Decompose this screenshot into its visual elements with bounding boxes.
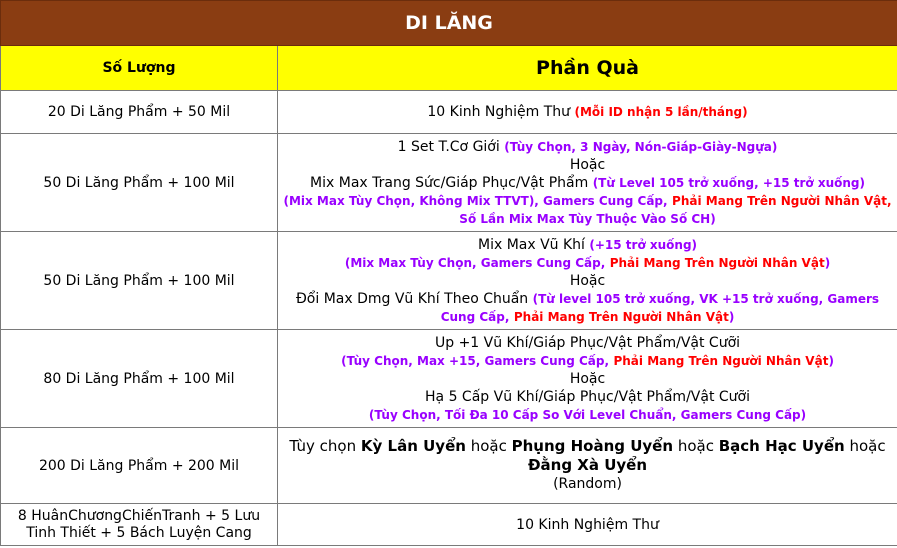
quantity-cell: 80 Di Lăng Phẩm + 100 Mil (1, 330, 278, 428)
reward-note: (Mix Max Tùy Chọn, Gamers Cung Cấp, (344, 255, 606, 270)
reward-main: Up +1 Vũ Khí/Giáp Phục/Vật Phẩm/Vật Cưỡi (434, 334, 741, 351)
or-label: Hoặc (569, 370, 606, 387)
reward-note: (Mix Max Tùy Chọn, Không Mix TTVT), Gamers Cung Cấp, (283, 193, 668, 208)
quantity-cell: 200 Di Lăng Phẩm + 200 Mil (1, 428, 278, 504)
title-row (1, 1, 897, 46)
reward-cell (278, 91, 897, 134)
or-label: Hoặc (569, 272, 606, 289)
reward-cell (278, 330, 897, 428)
reward-note-red: Phải Mang Trên Người Nhân Vật (513, 309, 729, 324)
random-label: (Random) (553, 476, 622, 492)
reward-main: 1 Set T.Cơ Giới (397, 138, 500, 155)
reward-note: Số Lần Mix Max Tùy Thuộc Vào Số CH) (459, 211, 716, 226)
header-quantity: Số Lượng (1, 46, 278, 91)
table-row (1, 91, 897, 134)
or-label: hoặc (470, 437, 507, 455)
reward-note: ) (728, 309, 735, 324)
header-reward: Phần Quà (278, 46, 897, 91)
reward-note-red: Phải Mang Trên Người Nhân Vật (613, 353, 829, 368)
table-row (1, 134, 897, 232)
or-label: hoặc (849, 437, 886, 455)
reward-main: Hạ 5 Cấp Vũ Khí/Giáp Phục/Vật Phẩm/Vật Cưỡi (425, 388, 750, 405)
quantity-cell: 8 HuânChươngChiếnTranh + 5 Lưu Tinh Thiết + 5 Bách Luyện Cang (1, 504, 278, 546)
reward-note: (Từ level 105 trở xuống, VK +15 trở xuống, Gamers (532, 291, 880, 306)
reward-note: (Từ Level 105 trở xuống, +15 trở xuống) (592, 175, 865, 190)
reward-main: Mix Max Vũ Khí (477, 236, 585, 253)
quantity-cell: 50 Di Lăng Phẩm + 100 Mil (1, 134, 278, 232)
option-ky-lan-uyen: Kỳ Lân Uyển (360, 437, 466, 455)
quantity-cell: 50 Di Lăng Phẩm + 100 Mil (1, 232, 278, 330)
reward-main: Mix Max Trang Sức/Giáp Phục/Vật Phẩm (310, 174, 589, 191)
reward-note: (Tùy Chọn, 3 Ngày, Nón-Giáp-Giày-Ngựa) (504, 139, 778, 154)
or-label: hoặc (677, 437, 714, 455)
option-phung-hoang-uyen: Phụng Hoàng Uyển (511, 437, 674, 455)
option-dang-xa-uyen: Đằng Xà Uyển (527, 456, 648, 474)
reward-cell: 10 Kinh Nghiệm Thư (278, 504, 897, 546)
reward-note-red: Phải Mang Trên Người Nhân Vật (609, 255, 825, 270)
reward-cell (278, 428, 897, 504)
table-title: DI LĂNG (1, 1, 897, 46)
header-row (1, 46, 897, 91)
reward-prefix: Tùy chọn (289, 437, 357, 455)
reward-note: (Mỗi ID nhận 5 lần/tháng) (574, 105, 748, 119)
table-row (1, 428, 897, 504)
quantity-cell: 20 Di Lăng Phẩm + 50 Mil (1, 91, 278, 134)
reward-main: 10 Kinh Nghiệm Thư (427, 104, 571, 120)
reward-note: (Tùy Chọn, Tối Đa 10 Cấp So Với Level Chuẩn, Gamers Cung Cấp) (368, 407, 807, 422)
table-row (1, 232, 897, 330)
reward-main: Đổi Max Dmg Vũ Khí Theo Chuẩn (295, 290, 529, 307)
option-bach-hac-uyen: Bạch Hạc Uyển (718, 437, 845, 455)
reward-cell (278, 134, 897, 232)
or-label: Hoặc (569, 156, 606, 173)
table-row (1, 504, 897, 546)
reward-cell (278, 232, 897, 330)
reward-note: Cung Cấp, (440, 309, 510, 324)
reward-note: (Tùy Chọn, Max +15, Gamers Cung Cấp, (341, 353, 610, 368)
table-row (1, 330, 897, 428)
reward-note: ) (828, 353, 834, 368)
reward-note-red: Phải Mang Trên Người Nhân Vật, (672, 193, 892, 208)
reward-note: (+15 trở xuống) (589, 237, 698, 252)
reward-note: ) (824, 255, 831, 270)
